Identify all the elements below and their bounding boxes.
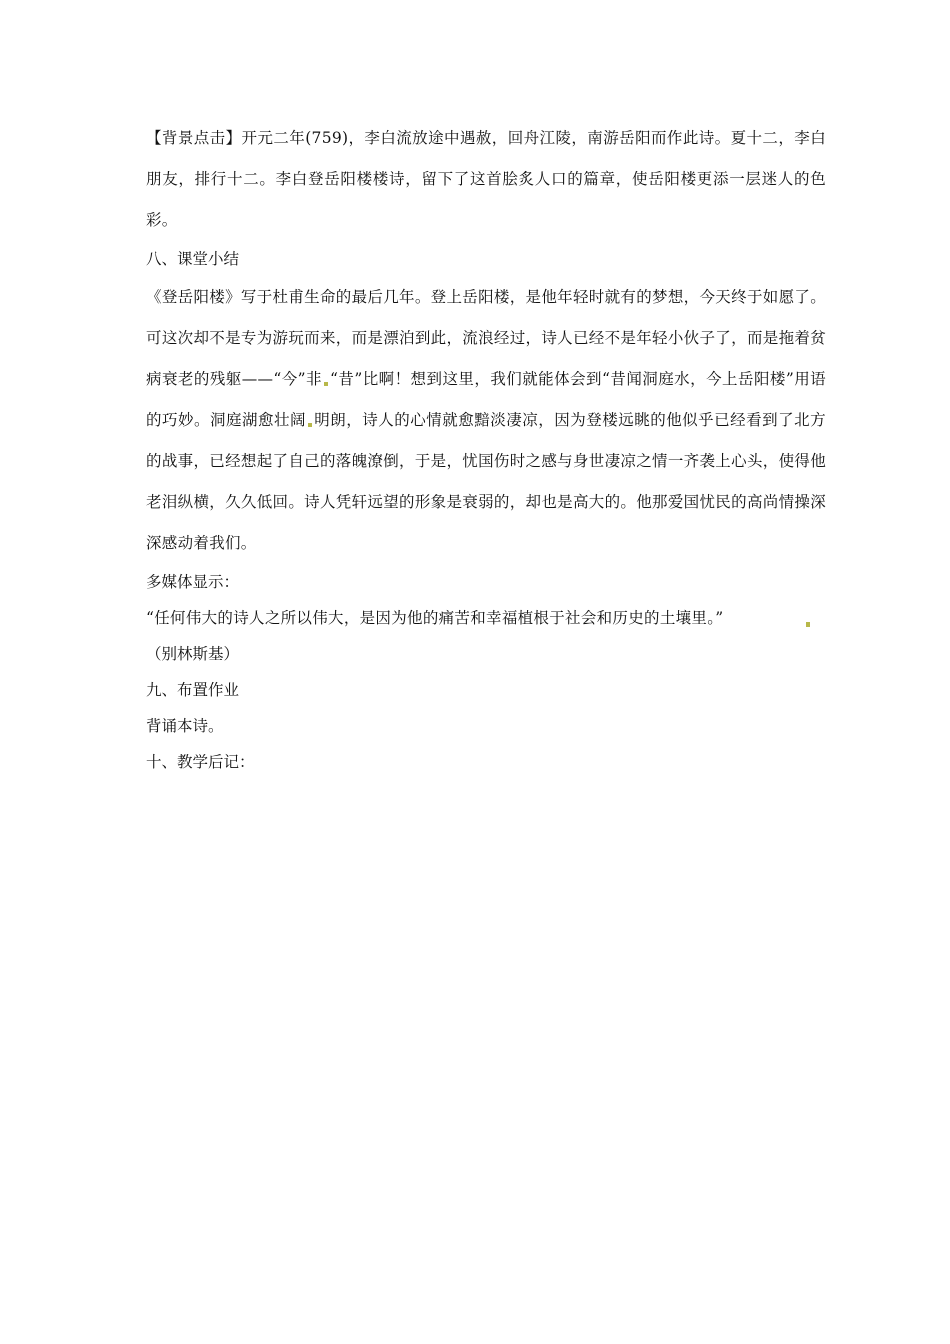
quote-attribution: （别林斯基） [146,645,240,663]
multimedia-label: 多媒体显示： [146,573,240,591]
section-8-text-part2: “昔”比啊！想到这里，我们就能体会到“昔闻洞庭水，今上岳阳楼”用语的巧妙。洞庭湖愈壮阔 [146,370,826,429]
marker-dot-icon [308,423,312,427]
section-8-heading: 八、课堂小结 [146,250,240,268]
multimedia-quote: “任何伟大的诗人之所以伟大，是因为他的痛苦和幸福植根于社会和历史的土壤里。” [146,609,724,627]
section-10-heading: 十、教学后记： [146,753,255,771]
section-9-task: 背诵本诗。 [146,717,224,735]
section-8-text-part3: 明朗，诗人的心情就愈黯淡凄凉，因为登楼远眺的他似乎已经看到了北方的战事，已经想起了自己的落魄潦倒，于是，忧国伤时之感与身世凄凉之情一齐袭上心头，使得他老泪纵横，久久低回。诗人凭轩远望的形象是衰弱的，却也是高大的。他那爱国忧民的高尚情操深深感动着我们。 [146,411,826,552]
quote-row [146,600,826,636]
document-page [146,118,826,780]
section-8-text-part1: 《登岳阳楼》写于杜甫生命的最后几年。登上岳阳楼，是他年轻时就有的梦想，今天终于如愿了。可这次却不是专为游玩而来，而是漂泊到此，流浪经过，诗人已经不是年轻小伙子了，而是拖着贫病衰老的残躯——“今”非 [146,288,826,388]
section-8-paragraph [146,277,826,564]
background-paragraph: 【背景点击】开元二年(759)，李白流放途中遇赦，回舟江陵，南游岳阳而作此诗。夏十二，李白朋友，排行十二。李白登岳阳楼楼诗，留下了这首脍炙人口的篇章，使岳阳楼更添一层迷人的色彩。 [146,129,826,229]
section-9-heading: 九、布置作业 [146,681,240,699]
marker-dot-icon [324,382,328,386]
marker-dot-icon [806,622,810,627]
